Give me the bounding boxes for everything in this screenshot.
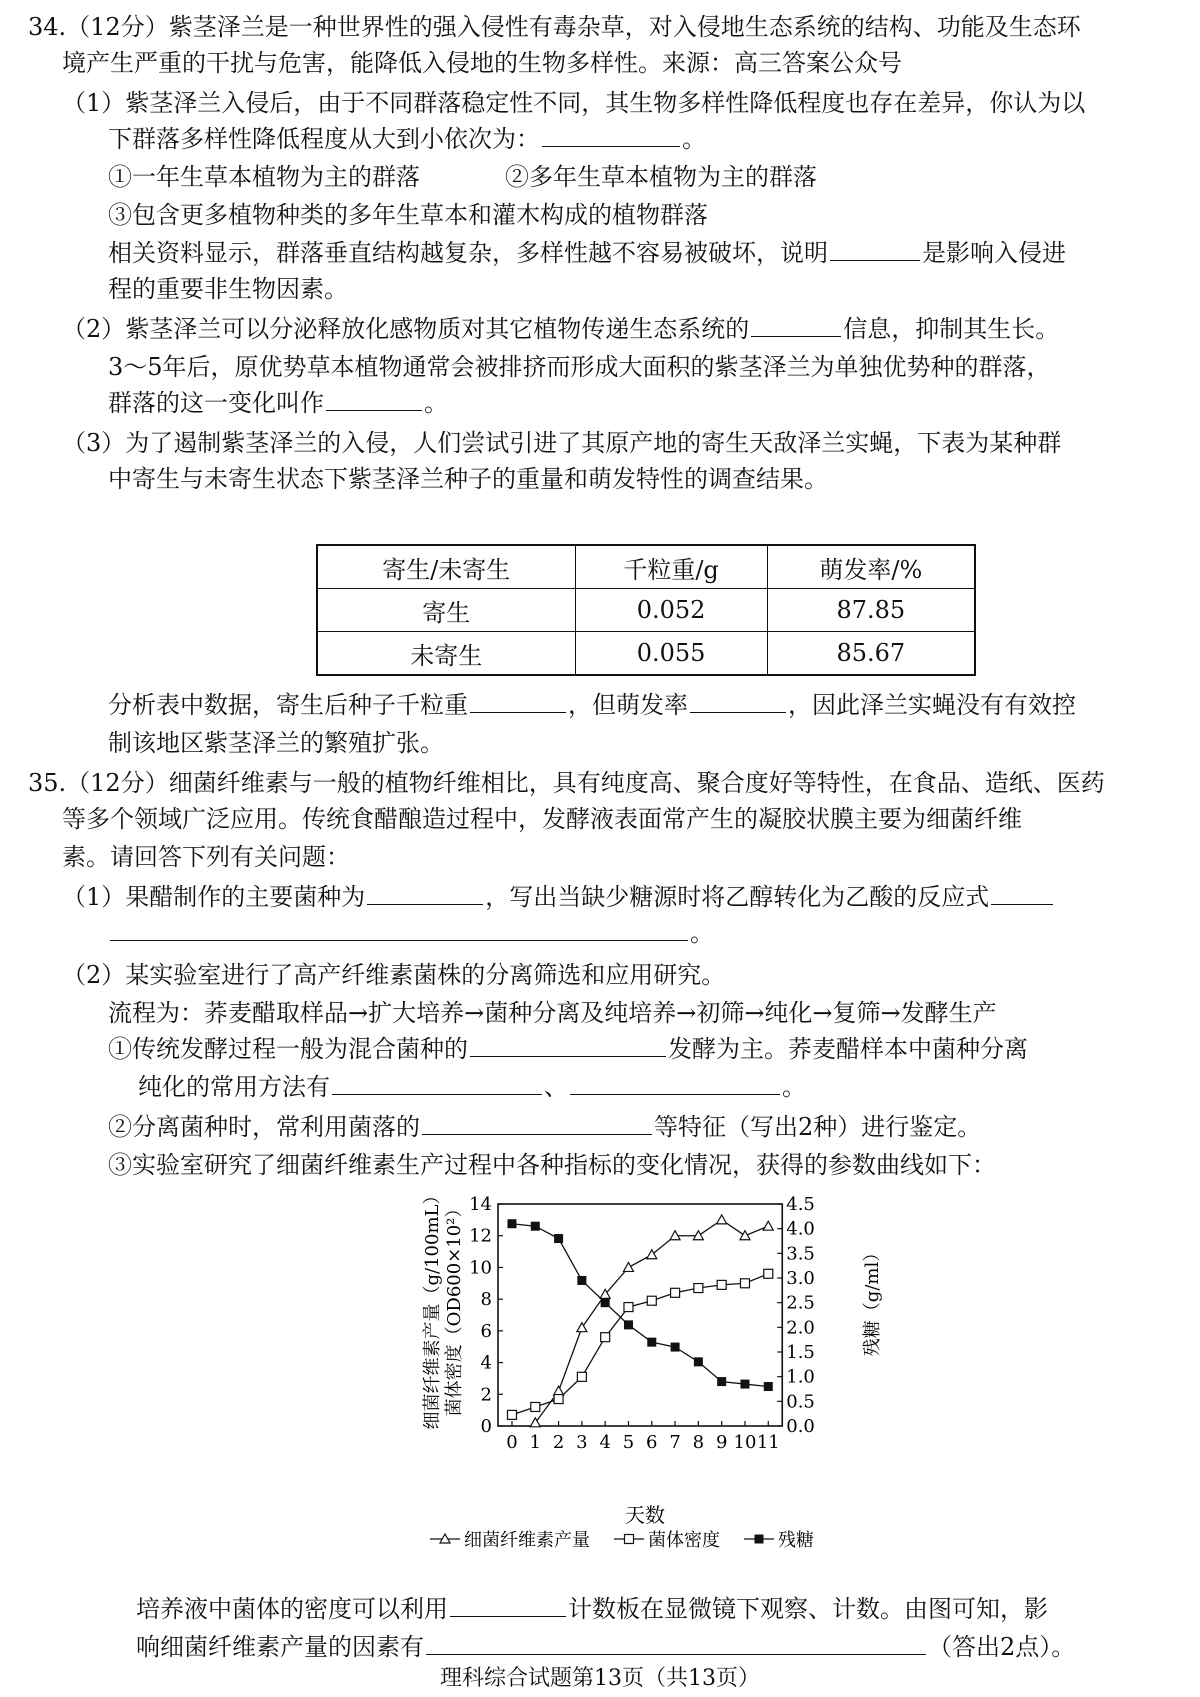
- q35-stem-line1: 35.（12分）细菌纤维素与一般的植物纤维相比，具有纯度高、聚合度好等特性，在食品、造纸、医药: [28, 769, 1105, 797]
- x-tick-label: 7: [669, 1432, 681, 1453]
- x-tick-label: 0: [506, 1432, 518, 1453]
- q35-part1-line1: [62, 880, 1055, 914]
- q34-part3-line1: （3）为了遏制紫茎泽兰的入侵，人们尝试引进了其原产地的寄生天敌泽兰实蝇，下表为某种群: [62, 429, 1062, 457]
- data-point-square-filled: [671, 1343, 680, 1352]
- q35-after-line2: [136, 1630, 1075, 1664]
- q34-part3-line2: 中寄生与未寄生状态下紫茎泽兰种子的重量和萌发特性的调查结果。: [108, 465, 828, 493]
- q34-part2-line2: 3～5年后，原优势草本植物通常会被排挤而形成大面积的紫茎泽兰为单独优势种的群落，: [108, 353, 1051, 381]
- q34-part2-line1: [62, 312, 1059, 346]
- data-point-triangle: [577, 1323, 587, 1332]
- x-tick-label: 10: [733, 1432, 757, 1453]
- q34-part3-line3: [108, 688, 1076, 722]
- q35-part1-line1a: （1）果醋制作的主要菌种为: [62, 883, 366, 911]
- q34-part1-line6: 程的重要非生物因素。: [108, 275, 348, 303]
- q34-part3-line3c: ，因此泽兰实蝇没有有效控: [788, 691, 1076, 719]
- table-cell: 85.67: [767, 632, 975, 676]
- table-cell: 0.052: [575, 589, 767, 632]
- table-header: 千粒重/g: [575, 545, 767, 589]
- series-square-filled: [507, 1219, 772, 1391]
- answer-blank[interactable]: [367, 882, 483, 905]
- y-axis-label-left-2: 菌体密度（OD600×10²）: [444, 1199, 465, 1417]
- q34-part1-line2: [108, 122, 706, 156]
- q35-sub1b: 发酵为主。荞麦醋样本中菌种分离: [668, 1035, 1028, 1063]
- legend-entry: [744, 1530, 814, 1551]
- data-point-triangle: [717, 1215, 727, 1224]
- legend-entry: [430, 1530, 590, 1551]
- q35-after2b: （答出2点）。: [928, 1633, 1076, 1661]
- q34-part1-line2-text: 下群落多样性降低程度从大到小依次为：: [108, 125, 540, 153]
- data-point-triangle: [623, 1262, 633, 1271]
- q35-after-line1: [136, 1592, 1048, 1626]
- legend-label: 残糖: [778, 1530, 814, 1551]
- y-right-tick-label: 1.5: [786, 1342, 815, 1363]
- q34-part1-line1: （1）紫茎泽兰入侵后，由于不同群落稳定性不同，其生物多样性降低程度也存在差异，你认为以: [62, 89, 1086, 117]
- y-right-tick-label: 2.5: [786, 1292, 815, 1314]
- x-tick-label: 9: [715, 1432, 728, 1453]
- q34-part2-line1b: 信息，抑制其生长。: [843, 315, 1060, 343]
- y-right-tick-label: 1.0: [786, 1366, 815, 1388]
- answer-blank[interactable]: [470, 1034, 666, 1057]
- data-point-square-open: [554, 1395, 563, 1404]
- chart-series: [507, 1215, 773, 1427]
- q34-option-3: ③包含更多植物种类的多年生草本和灌木构成的植物群落: [108, 201, 708, 229]
- data-point-triangle: [554, 1386, 564, 1395]
- data-point-square-open: [507, 1410, 516, 1419]
- answer-blank[interactable]: [426, 1632, 926, 1655]
- y-right-tick-label: 0.0: [786, 1416, 815, 1437]
- y-axis-label-left: 细菌纤维素产量（g/100mL）: [422, 1186, 443, 1430]
- q34-part2-line1a: （2）紫茎泽兰可以分泌释放化感物质对其它植物传递生态系统的: [62, 315, 750, 343]
- data-point-square-open: [625, 1535, 634, 1544]
- page-footer: 理科综合试题第13页（共13页）: [440, 1666, 760, 1691]
- data-point-square-filled: [577, 1276, 586, 1285]
- table-header: 萌发率/%: [767, 545, 975, 589]
- data-point-triangle: [530, 1418, 540, 1427]
- period: 。: [682, 125, 706, 153]
- y-left-tick-label: 8: [480, 1289, 492, 1311]
- q35-part2-line2: 流程为：荞麦醋取样品→扩大培养→菌种分离及纯培养→初筛→纯化→复筛→发酵生产: [108, 999, 997, 1027]
- chart-legend: [430, 1530, 814, 1551]
- data-point-square-filled: [647, 1338, 656, 1347]
- y-left-tick-label: 12: [469, 1225, 492, 1247]
- data-point-triangle: [740, 1231, 750, 1240]
- data-point-square-filled: [624, 1320, 633, 1329]
- table-cell: 未寄生: [317, 632, 575, 676]
- q35-sub1c: 纯化的常用方法有: [138, 1073, 330, 1101]
- x-tick-label: 5: [622, 1432, 635, 1453]
- data-point-square-open: [764, 1269, 773, 1278]
- data-point-square-filled: [694, 1357, 703, 1366]
- x-axis-label: 天数: [625, 1503, 665, 1527]
- answer-blank[interactable]: [326, 388, 422, 411]
- y-right-tick-label: 3.5: [786, 1243, 815, 1265]
- legend-entry: [614, 1530, 720, 1551]
- data-point-square-open: [601, 1333, 610, 1342]
- chart-axes: [498, 1204, 782, 1426]
- q35-stem-line2: 等多个领域广泛应用。传统食醋酿造过程中，发酵液表面常产生的凝胶状膜主要为细菌纤维: [62, 805, 1022, 833]
- q34-part3-line4: 制该地区紫茎泽兰的繁殖扩张。: [108, 729, 444, 757]
- table-cell: 寄生: [317, 589, 575, 632]
- legend-label: 细菌纤维素产量: [464, 1530, 590, 1551]
- y-right-tick-label: 4.0: [786, 1218, 815, 1240]
- q35-stem-line3: 素。请回答下列有关问题：: [62, 843, 350, 871]
- y-right-tick-label: 2.0: [786, 1317, 815, 1339]
- data-point-square-filled: [764, 1382, 773, 1391]
- y-left-tick-label: 4: [480, 1352, 492, 1374]
- answer-blank[interactable]: [332, 1072, 542, 1095]
- table-row: [317, 632, 975, 676]
- y-left-tick-label: 10: [469, 1257, 492, 1279]
- data-point-square-filled: [507, 1219, 516, 1228]
- data-point-square-filled: [740, 1380, 749, 1389]
- q34-option-2: ②多年生草本植物为主的群落: [505, 163, 817, 191]
- x-tick-label: 11: [756, 1432, 780, 1453]
- y-left-tick-label: 14: [469, 1194, 492, 1215]
- data-point-square-filled: [717, 1377, 726, 1386]
- q34-part2-line3: [108, 386, 448, 420]
- data-point-square-open: [647, 1296, 656, 1305]
- series-square-open: [507, 1269, 772, 1419]
- answer-blank[interactable]: [751, 314, 841, 337]
- q34-part1-line5b: 是影响入侵进: [922, 239, 1066, 267]
- q35-sub3: ③实验室研究了细菌纤维素生产过程中各种指标的变化情况，获得的参数曲线如下：: [108, 1151, 996, 1179]
- data-point-square-filled: [531, 1222, 540, 1231]
- q35-after1b: 计数板在显微镜下观察、计数。由图可知，影: [568, 1595, 1048, 1623]
- y-right-tick-label: 3.0: [786, 1268, 815, 1289]
- series-line: [512, 1274, 768, 1415]
- answer-blank[interactable]: [542, 124, 680, 147]
- answer-blank[interactable]: [422, 1112, 652, 1135]
- data-point-square-filled: [601, 1298, 610, 1307]
- q34-option-1: ①一年生草本植物为主的群落: [108, 163, 420, 191]
- answer-blank[interactable]: [991, 882, 1053, 905]
- table-cell: 87.85: [767, 589, 975, 632]
- table-header-row: [317, 545, 975, 589]
- data-point-square-open: [717, 1280, 726, 1289]
- q35-after1a: 培养液中菌体的密度可以利用: [136, 1595, 448, 1623]
- q35-sub2b: 等特征（写出2种）进行鉴定。: [654, 1113, 982, 1141]
- x-tick-label: 6: [646, 1432, 658, 1453]
- fermentation-parameter-chart: [420, 1186, 900, 1556]
- y-left-tick-label: 6: [480, 1320, 492, 1342]
- q35-sub2a: ②分离菌种时，常利用菌落的: [108, 1113, 420, 1141]
- data-point-square-open: [740, 1279, 749, 1288]
- plot-frame: [498, 1204, 782, 1426]
- q35-part1-line1b: ，写出当缺少糖源时将乙醇转化为乙酸的反应式: [485, 883, 990, 911]
- q34-part1-line5a: 相关资料显示，群落垂直结构越复杂，多样性越不容易被破坏，说明: [108, 239, 828, 267]
- period: 。: [782, 1073, 806, 1101]
- answer-blank[interactable]: [110, 918, 688, 941]
- table-header: 寄生/未寄生: [317, 545, 575, 589]
- x-tick-label: 4: [599, 1432, 611, 1453]
- table-cell: 0.055: [575, 632, 767, 676]
- table-row: [317, 589, 975, 632]
- q34-stem-line1: 34.（12分）紫茎泽兰是一种世界性的强入侵性有毒杂草，对入侵地生态系统的结构、功能及生态环: [28, 13, 1081, 41]
- y-right-tick-label: 4.5: [786, 1194, 815, 1215]
- y-right-tick-label: 0.5: [786, 1391, 815, 1413]
- q34-stem-line2: 境产生严重的干扰与危害，能降低入侵地的生物多样性。来源：高三答案公众号: [62, 49, 902, 77]
- x-tick-label: 8: [692, 1432, 705, 1453]
- answer-blank[interactable]: [830, 238, 920, 261]
- seed-data-table: [316, 544, 976, 676]
- answer-blank[interactable]: [690, 690, 786, 713]
- data-point-triangle: [763, 1221, 773, 1230]
- period: 。: [690, 919, 714, 947]
- q34-part3-line3b: ，但萌发率: [568, 691, 688, 719]
- data-point-square-open: [694, 1284, 703, 1293]
- separator: 、: [544, 1073, 568, 1101]
- x-tick-label: 3: [576, 1432, 588, 1453]
- x-tick-label: 2: [552, 1432, 565, 1453]
- series-line: [512, 1224, 768, 1387]
- data-point-square-open: [624, 1303, 633, 1312]
- q34-part2-line3-text: 群落的这一变化叫作: [108, 389, 324, 417]
- q35-sub1a: ①传统发酵过程一般为混合菌种的: [108, 1035, 468, 1063]
- answer-blank[interactable]: [450, 1594, 566, 1617]
- q35-sub1-line1: [108, 1032, 1028, 1066]
- q35-after2a: 响细菌纤维素产量的因素有: [136, 1633, 424, 1661]
- x-tick-label: 1: [529, 1432, 542, 1453]
- q35-sub1-line2: [138, 1070, 806, 1104]
- data-point-square-open: [577, 1372, 586, 1381]
- data-point-square-open: [531, 1402, 540, 1411]
- q34-part1-line5: [108, 236, 1066, 270]
- period: 。: [424, 389, 448, 417]
- q35-part1-line2: [108, 916, 714, 950]
- answer-blank[interactable]: [470, 690, 566, 713]
- answer-blank[interactable]: [570, 1072, 780, 1095]
- y-left-tick-label: 2: [480, 1384, 492, 1406]
- data-point-square-open: [671, 1288, 680, 1297]
- q34-part3-line3a: 分析表中数据，寄生后种子千粒重: [108, 691, 468, 719]
- series-triangle: [530, 1215, 773, 1427]
- data-point-square-filled: [554, 1234, 563, 1243]
- data-point-square-filled: [755, 1535, 764, 1544]
- q35-sub2: [108, 1110, 981, 1144]
- y-axis-label-right: 残糖（g/ml）: [862, 1243, 883, 1357]
- legend-label: 菌体密度: [648, 1530, 720, 1551]
- y-left-tick-label: 0: [480, 1416, 492, 1437]
- q35-part2-line1: （2）某实验室进行了高产纤维素菌株的分离筛选和应用研究。: [62, 961, 726, 989]
- chart-tick-labels: [469, 1194, 815, 1453]
